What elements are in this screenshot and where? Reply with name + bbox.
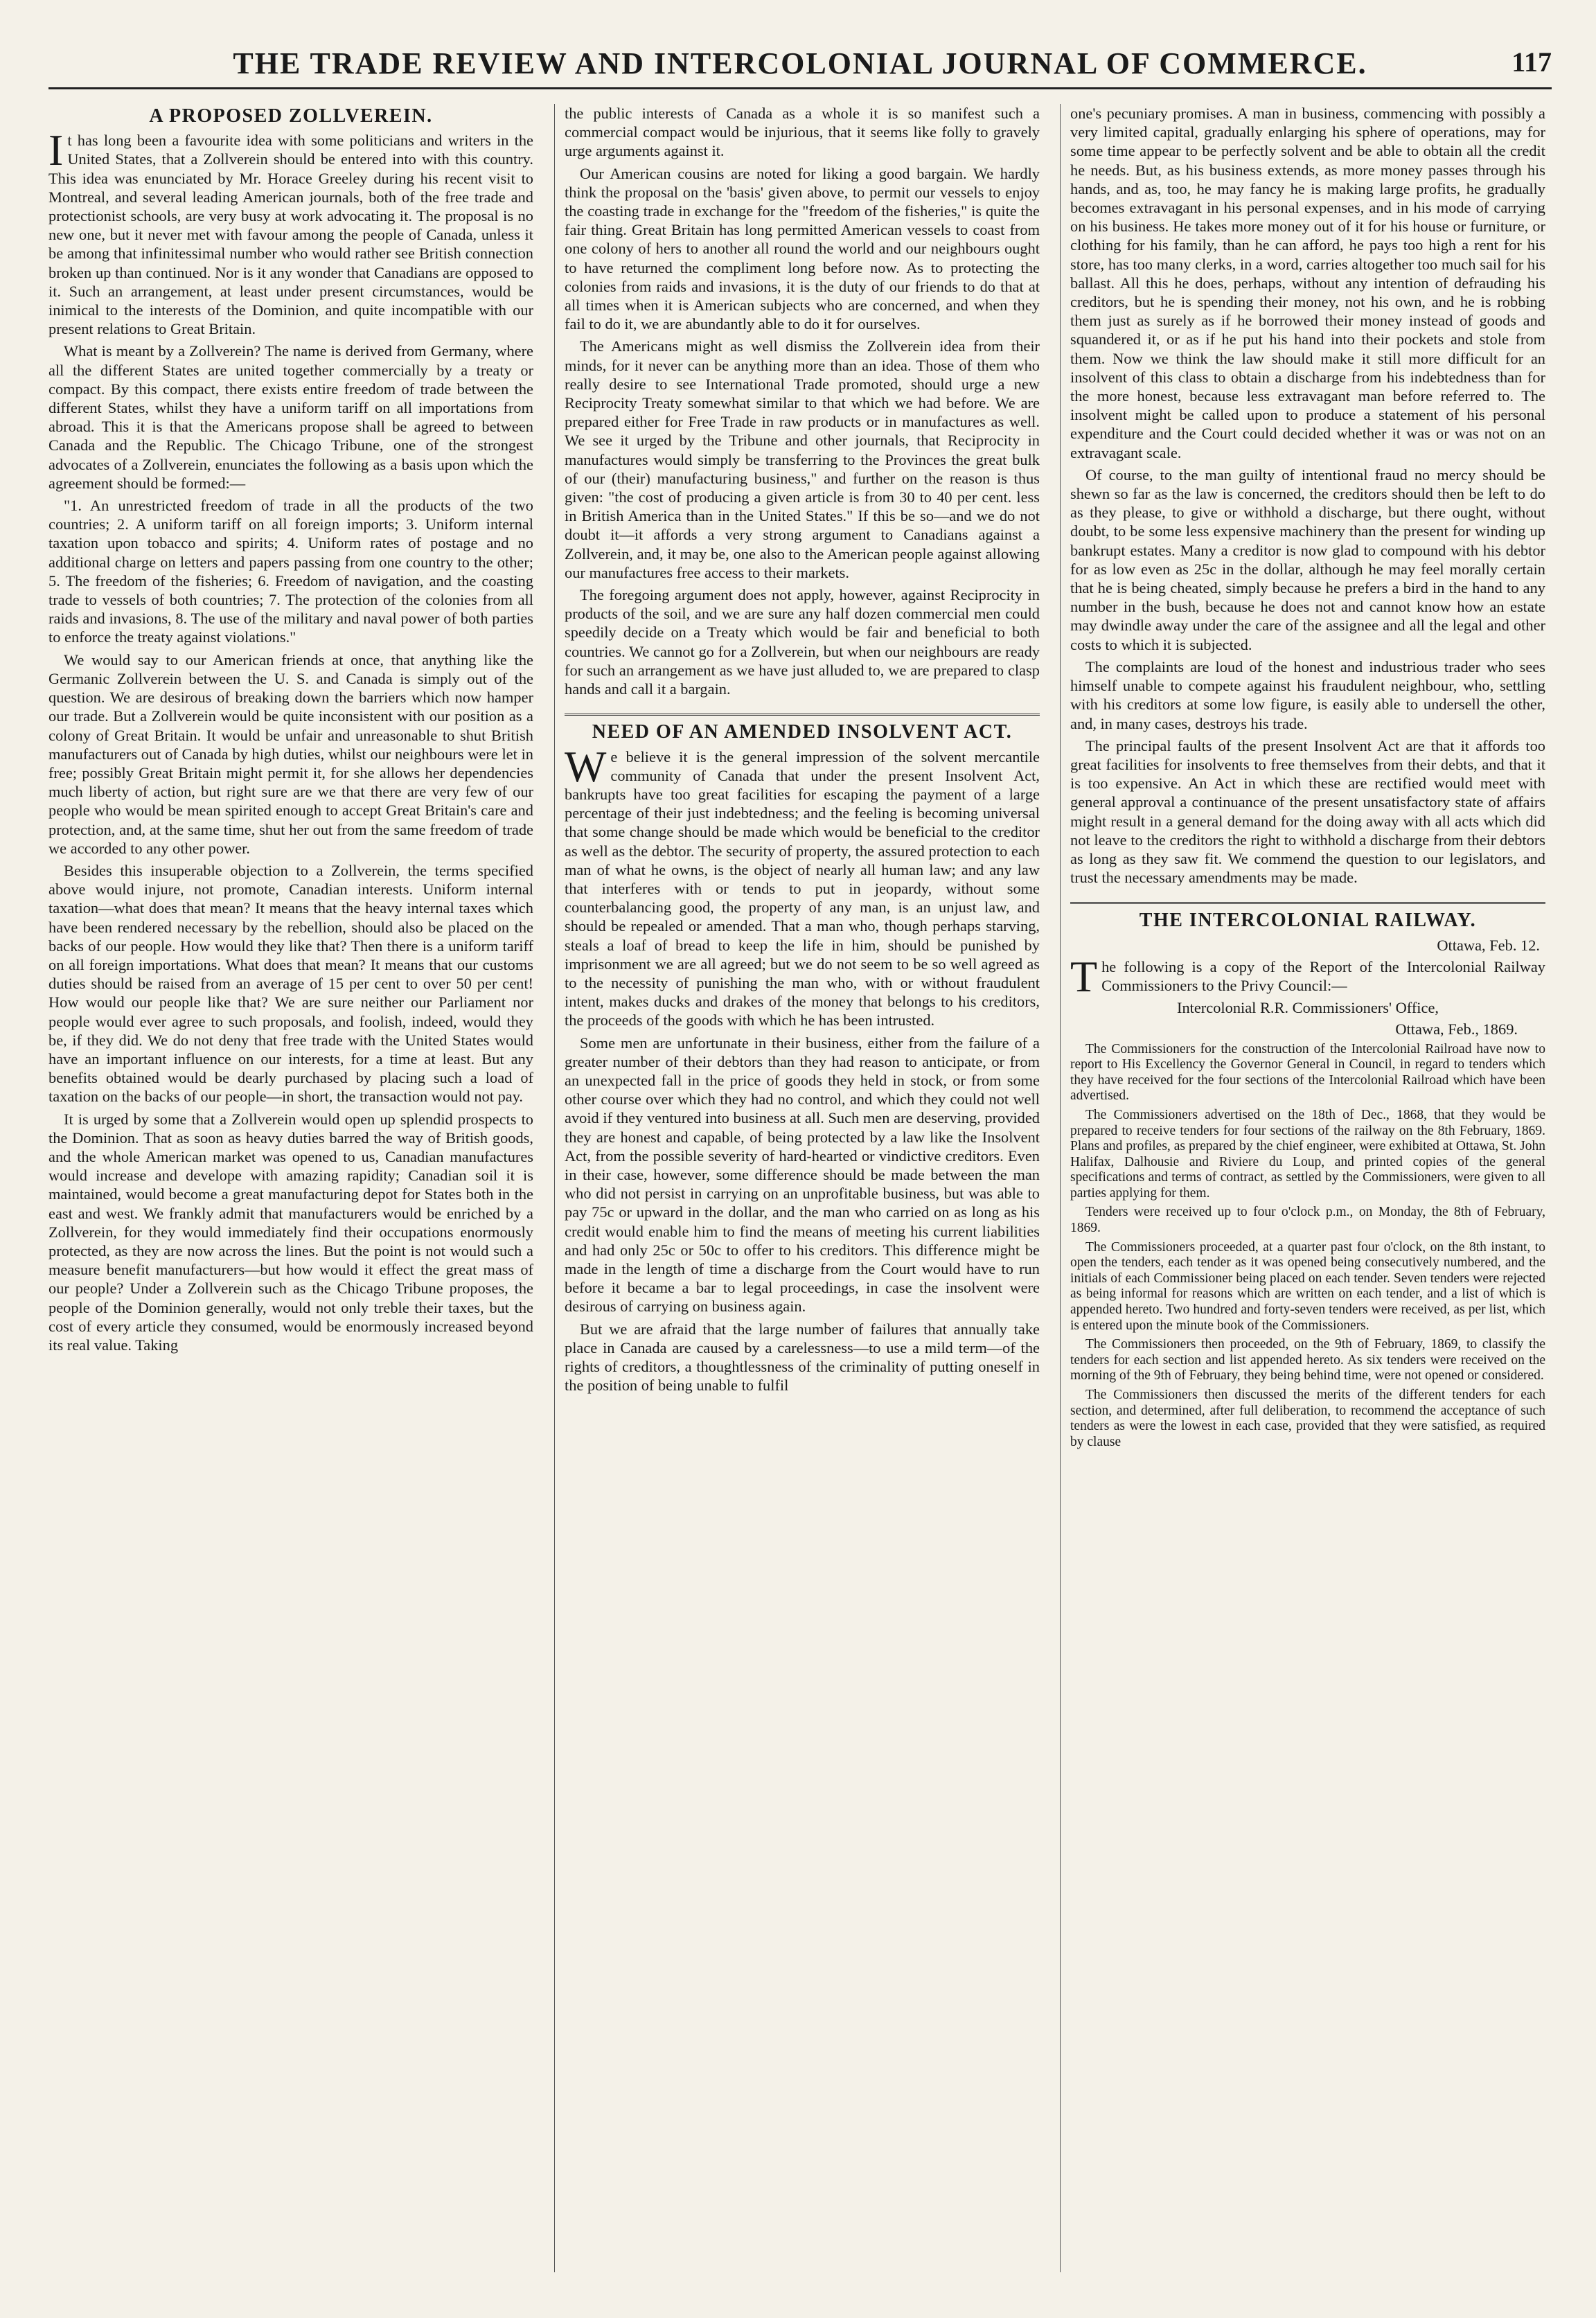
page-number: 117 (1511, 46, 1552, 78)
masthead (48, 42, 1552, 89)
paragraph: The Americans might as well dismiss the Zollverein idea from their minds, for it never can be anything more than an idea. Those of them who really desire to see International Trade promoted, should urge a new Reciprocity Treaty somewhat similar to that which we had before. We are prepared either for Free Trade in raw products or in manufactures as well. We see it urged by the Tribune and other journals, that Reciprocity in manufactures would simply be transferring to the Provinces the great bulk of our (their) manufacturing business," and further on the reason is thus given: "the cost of producing a given article is from 30 to 40 per cent. less in British America than in the United States." If this be so—and we do not doubt it—it affords a very strong argument to Canadians against a Zollverein, and, it may be, one also to the American people against allowing our manufactures free access to their markets. (565, 337, 1040, 581)
paragraph: Tenders were received up to four o'clock p.m., on Monday, the 8th of February, 1869. (1070, 1205, 1545, 1236)
article-title-insolvent-act: NEED OF AN AMENDED INSOLVENT ACT. (565, 714, 1040, 741)
column-1 (48, 104, 533, 2272)
paragraph: The foregoing argument does not apply, however, against Reciprocity in products of the soil, and we are sure any half dozen commercial men could speedily decide on a Treaty which would be fair and beneficial to both countries. We cannot go for a Zollverein, but when our neighbours are ready for such an arrangement as we have just alluded to, we are prepared to clasp hands and call it a bargain. (565, 586, 1040, 698)
paragraph: the public interests of Canada as a whole it is so manifest such a commercial compact would be injurious, that it seems like folly to gravely urge arguments against it. (565, 105, 1040, 160)
paragraph: "1. An unrestricted freedom of trade in all the products of the two countries; 2. A uniform tariff on all foreign imports; 3. Uniform internal taxation upon tobacco and spirits; 4. Uniform rates of postage and no additional charge on letters and papers passing from one country to the other; 5. The freedom of the fisheries; 6. Freedom of navigation, and the coasting trade to vessels of both countries; 7. The protection of the colonies from all raids and invasions, 8. The use of the military and naval power of both parties to enforce the treaty against violations." (48, 497, 533, 646)
paragraph: The complaints are loud of the honest and industrious trader who sees himself unable to compete against his fraudulent neighbour, who, settling with his creditors at some low figure, is easily able to undersell the other, and, in many cases, destroys his trade. (1070, 657, 1545, 732)
paragraph: The following is a copy of the Report of the Intercolonial Railway Commissioners to the Privy Council:— (1070, 951, 1545, 1001)
paragraph: The Commissioners then proceeded, on the 9th of February, 1869, to classify the tenders for each section and list appended hereto. As six tenders were received on the morning of the 9th of February, they being behind time, were not opened or considered. (1070, 1337, 1545, 1383)
paragraph: Some men are unfortunate in their business, either from the failure of a greater number of their debtors than they had reason to anticipate, or from an unexpected fall in the price of goods they held in stock, or from some other course over which they had no control, and which they could not well avoid if they ventured into business at all. Such men are deserving, provided they are honest and capable, of being protected by a law like the Insolvent Act, from the possible severity of hard-hearted or vindictive creditors. Even in their case, however, some difference should be made between the man who did not persist in carrying on an unprofitable business, but was able to pay 75c or upward in the dollar, and the man who carried on as long as his credit would enable him to find the means of meeting his current liabilities and had only 25c or 50c to offer to his creditors. This difference might be made in the length of time a discharge from the Court would have to run before it became a bar to legal proceedings, in case the insolvent were desirous of carrying on business again. (565, 1034, 1040, 1316)
office-heading: Intercolonial R.R. Commissioners' Office, (1177, 999, 1439, 1017)
paragraph: It is urged by some that a Zollverein would open up splendid prospects to the Dominion. That as soon as heavy duties barred the way of British goods, and the whole American market was opened to us, Canadian manufactures would increase and develope with amazing rapidity; Canadian soil it is maintained, would become a great manufacturing depot for States both in the east and west. We frankly admit that manufacturers would be enriched by a Zollverein, for they would immediately find their occupations enormously protected, as they are now across the lines. But the point is not would such a measure benefit manufacturers—but how would it effect the great mass of our people? Under a Zollverein such as the Chicago Tribune proposes, the people of the Dominion generally, would not only treble their taxes, but the cost of every article they consumed, would be enormously increased beyond its real value. Taking (48, 1110, 533, 1354)
paragraph: The Commissioners then discussed the merits of the different tenders for each section, and determined, after full deliberation, to recommend the acceptance of such tenders as were the lowest in each case, provided that they were satisfied, as required by clause (1070, 1388, 1545, 1449)
paragraph: What is meant by a Zollverein? The name is derived from Germany, where all the different States are united together commercially by a treaty or compact. By this compact, there exists entire freedom of trade between the different States, whilst they have a uniform tariff on all importations from abroad. This it is that the Americans propose shall be agreed to between Canada and the Republic. The Chicago Tribune, one of the strongest advocates of a Zollverein, enunciates the following as a basis upon which the agreement should be formed:— (48, 342, 533, 492)
paragraph: Besides this insuperable objection to a Zollverein, the terms specified above would injure, not promote, Canadian interests. Uniform internal taxation—what does that mean? It means that the heavy internal taxes which have been rendered necessary by the rebellion, should also be placed on the backs of our people. How would they like that? Then there is a uniform tariff on all foreign importations. What does that mean? It means that our customs duties should be raised from an average of 15 per cent to over 50 per cent! How would our people like that? We are sure neither our Parliament nor people would ever agree to such proposals, and foolish, indeed, would they be, if they did. We do not deny that free trade with the United States would have an important influence on our interests, for a time at least. But any benefits obtained would be dearly purchased by placing such a load of taxation on the backs of our people—in short, the transaction would not pay. (48, 861, 533, 1106)
paragraph: The Commissioners for the construction of the Intercolonial Railroad have now to report to His Excellency the Governor General in Council, in regard to tenders which they have received for the four sections of the Intercolonial Railroad which have been advertised. (1070, 1041, 1545, 1104)
column-3 (1060, 104, 1545, 2272)
paragraph: We believe it is the general impression of the solvent mercantile community of Canada that under the present Insolvent Act, bankrupts have too great facilities for escaping the payment of a large percentage of their just indebtedness; and the feeling is becoming universal that some change should be made which would be beneficial to the creditor as well as the debtor. The security of property, the assured protection to each man of what he owns, is the object of nearly all human law; and any law that interferes with or tends to put in jeopardy, without some counterbalancing good, the property of any man, is an unjust law, and should be repealed or amended. That a man who, though perhaps starving, steals a loaf of bread to keep the life in him, should be punished by imprisonment we are all agreed; but we do not seem to be so well agreed as to the necessity of punishing the man who, with or without fraudulent intent, makes ducks and drakes of the money that belongs to his creditors, the proceeds of the goods with which he has been intrusted. (565, 741, 1040, 1029)
journal-title: THE TRADE REVIEW AND INTERCOLONIAL JOURNAL OF COMMERCE. (233, 46, 1367, 80)
article-title-intercolonial-railway: THE INTERCOLONIAL RAILWAY. (1070, 902, 1545, 930)
article-title-zollverein: A PROPOSED ZOLLVEREIN. (149, 105, 433, 127)
paragraph: It has long been a favourite idea with some politicians and writers in the United States, that a Zollverein should be entered into with this country. This idea was enunciated by Mr. Horace Greeley during his recent visit to Montreal, and several leading American journals, both of the free trade and protectionist schools, are very busy at work advocating it. The proposal is no new one, but it never met with favour among the people of Canada, unless it be among that infinitessimal number who would rather see British connection broken up than continued. Nor is it any wonder that Canadians are opposed to it. Such an arrangement, at least under present circumstances, would be inimical to the interests of the Dominion, and quite incompatible with our present relations to Great Britain. (48, 125, 533, 338)
paragraph: The Commissioners advertised on the 18th of Dec., 1868, that they would be prepared to receive tenders for four sections of the railway on the 8th February, 1869. Plans and profiles, as prepared by the chief engineer, were exhibited at Ottawa, St. John Halifax, Dalhousie and Riviere du Loup, and printed copies of the general specifications and terms of contract, as settled by the Commissioners, were given to all parties applying for them. (1070, 1107, 1545, 1201)
paragraph: The Commissioners proceeded, at a quarter past four o'clock, on the 8th instant, to open the tenders, each tender as it was opened being consecutively numbered, and the initials of each Commissioner being placed on each tender. Seven tenders were rejected as being informal for reasons which are written on each tender, and a list of which is appended hereto. Two hundred and forty-seven tenders were received, as per list, which is entered upon the minute book of the Commissioners. (1070, 1239, 1545, 1333)
paragraph: Of course, to the man guilty of intentional fraud no mercy should be shewn so far as the law is concerned, the creditors should then be left to do as they please, to give or withhold a discharge, but there ought, without doubt, to be some less expensive machinery than the present for winding up bankrupt estates. Many a creditor is now glad to compound with his debtor for as low even as 25c in the dollar, although he may feel morally certain that he is being cheated, simply because he prefers a bird in the hand to any number in the bush, because he does not and cannot know how an estate may dwindle away under the care of the assignee and all the legal and other costs to which it is subjected. (1070, 466, 1545, 653)
paragraph: But we are afraid that the large number of failures that annually take place in Canada are caused by a carelessness—to use a mild term—of the rights of creditors, a thoughtlessness of the criminality of putting oneself in the position of being unable to fulfil (565, 1320, 1040, 1395)
office-date: Ottawa, Feb., 1869. (1395, 1020, 1518, 1038)
paragraph: We would say to our American friends at once, that anything like the Germanic Zollverein between the U. S. and Canada is simply out of the question. We are desirous of breaking down the barriers which now hamper our trade. But a Zollverein would be quite inconsistent with our position as a colony of Great Britain. It would be unfair and unreasonable to shut British manufacturers out of Canada by high duties, whilst our neighbours were let in free; possibly Great Britain might permit it, for she allows her dependencies much liberty of action, but right sure are we that there are very few of our people who would be mean spirited enough to accept Great Britain's care and protection, and, at the same time, shut her out from the same freedom of trade we accorded to any other power. (48, 651, 533, 857)
paragraph: Our American cousins are noted for liking a good bargain. We hardly think the proposal on the 'basis' given above, to permit our vessels to enjoy the coasting trade in exchange for the "freedom of the fisheries," is quite the fair thing. Great Britain has long permitted American vessels to coast from one colony of hers to another all round the world and our neighbours ought to have returned the compliment long before now. As to protecting the colonies from raids and invasions, it is the duty of our friends to do that at all times when it is American subjects who are concerned, and when they fail to do it, we are abundantly able to do it for ourselves. (565, 164, 1040, 333)
column-2 (554, 104, 1040, 2272)
paragraph: one's pecuniary promises. A man in business, commencing with possibly a very limited capital, gradually enlarging his sphere of operations, may for some time appear to be perfectly solvent and be able to obtain all the credit he needs. But, as his business extends, as more money passes through his hands, and as, too, he may fancy he is making large profits, he gradually becomes extravagant in his personal expenses, and in his mode of carrying on his business. He takes more money out of it for his house or furniture, or clothing for his family, than he can afford, he pays too high a rent for his store, has too many clerks, in a word, carries altogether too much sail for his ballast. All this he does, perhaps, without any intention of defrauding his creditors, but he is spending their money, not his own, and he is robbing them just as surely as if he borrowed their money instead of goods and squandered it, or as if he put his hand into their pockets and stole from them. Now we think the law should make it still more difficult for an insolvent of this class to obtain a discharge from his indebtedness than for the more honest, because less extravagant man before referred to. The insolvent might be called upon to produce a statement of his personal expenditure and the Court could decided whether it was or was not on an extravagant scale. (1070, 105, 1545, 461)
dateline: Ottawa, Feb. 12. (1437, 936, 1540, 954)
paragraph: The principal faults of the present Insolvent Act are that it affords too great facilities for insolvents to free themselves from their debts, and that it is too expensive. An Act in which these are rectified would meet with general approval a continuance of the present unsatisfactory state of affairs might result in a general demand for the doing away with all acts which did not leave to the creditors the right to withhold a discharge from their debtors as long as they saw fit. We commend the question to our legislators, and trust the necessary amendments may be made. (1070, 736, 1545, 887)
